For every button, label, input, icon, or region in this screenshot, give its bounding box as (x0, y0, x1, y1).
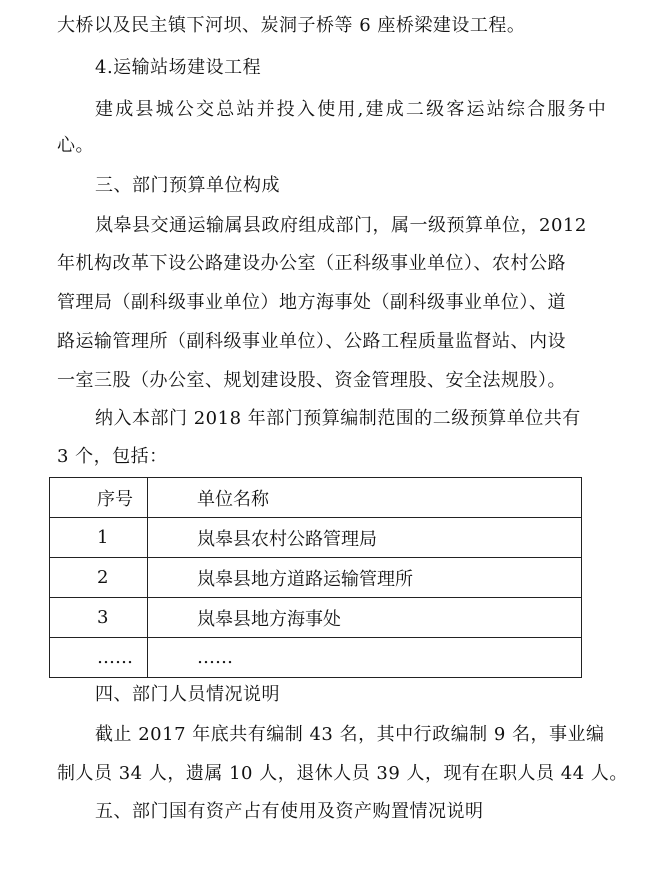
section-heading: 4.运输站场建设工程 (95, 57, 262, 78)
table-row (50, 518, 582, 558)
paragraph-line: 大桥以及民主镇下河坝、炭洞子桥等 6 座桥梁建设工程。 (57, 15, 526, 36)
table-header-row (50, 478, 582, 518)
table-cell: 岚皋县地方海事处 (148, 598, 582, 638)
table-cell: …… (148, 638, 582, 678)
paragraph-line: 3 个，包括： (57, 446, 168, 467)
paragraph-line: 一室三股（办公室、规划建设股、资金管理股、安全法规股）。 (57, 370, 566, 391)
table-row (50, 558, 582, 598)
table-row (50, 598, 582, 638)
paragraph-line: 路运输管理所（副科级事业单位）、公路工程质量监督站、内设 (57, 331, 566, 352)
paragraph-line: 制人员 34 人，遗属 10 人，退休人员 39 人，现有在职人员 44 人。 (57, 763, 628, 784)
table-cell: 1 (50, 518, 148, 558)
table-cell: 岚皋县农村公路管理局 (148, 518, 582, 558)
table-cell: 2 (50, 558, 148, 598)
table-cell: 3 (50, 598, 148, 638)
section-heading: 三、部门预算单位构成 (95, 175, 280, 196)
paragraph-line: 截止 2017 年底共有编制 43 名，其中行政编制 9 名，事业编 (95, 724, 605, 745)
table-header-cell: 单位名称 (148, 478, 582, 518)
budget-units-table (49, 477, 582, 678)
paragraph-line: 纳入本部门 2018 年部门预算编制范围的二级预算单位共有 (95, 408, 581, 429)
table-cell: 岚皋县地方道路运输管理所 (148, 558, 582, 598)
table-header-cell: 序号 (50, 478, 148, 518)
paragraph-line: 年机构改革下设公路建设办公室（正科级事业单位）、农村公路 (57, 253, 566, 274)
section-heading: 五、部门国有资产占有使用及资产购置情况说明 (95, 801, 484, 822)
table-row (50, 638, 582, 678)
section-heading: 四、部门人员情况说明 (95, 684, 280, 705)
table-cell: …… (50, 638, 148, 678)
paragraph-line: 管理局（副科级事业单位）地方海事处（副科级事业单位）、道 (57, 292, 566, 313)
paragraph-line: 心。 (57, 135, 94, 156)
paragraph-line: 建成县城公交总站并投入使用,建成二级客运站综合服务中 (95, 99, 608, 120)
paragraph-line: 岚皋县交通运输属县政府组成部门，属一级预算单位，2012 (95, 215, 587, 236)
